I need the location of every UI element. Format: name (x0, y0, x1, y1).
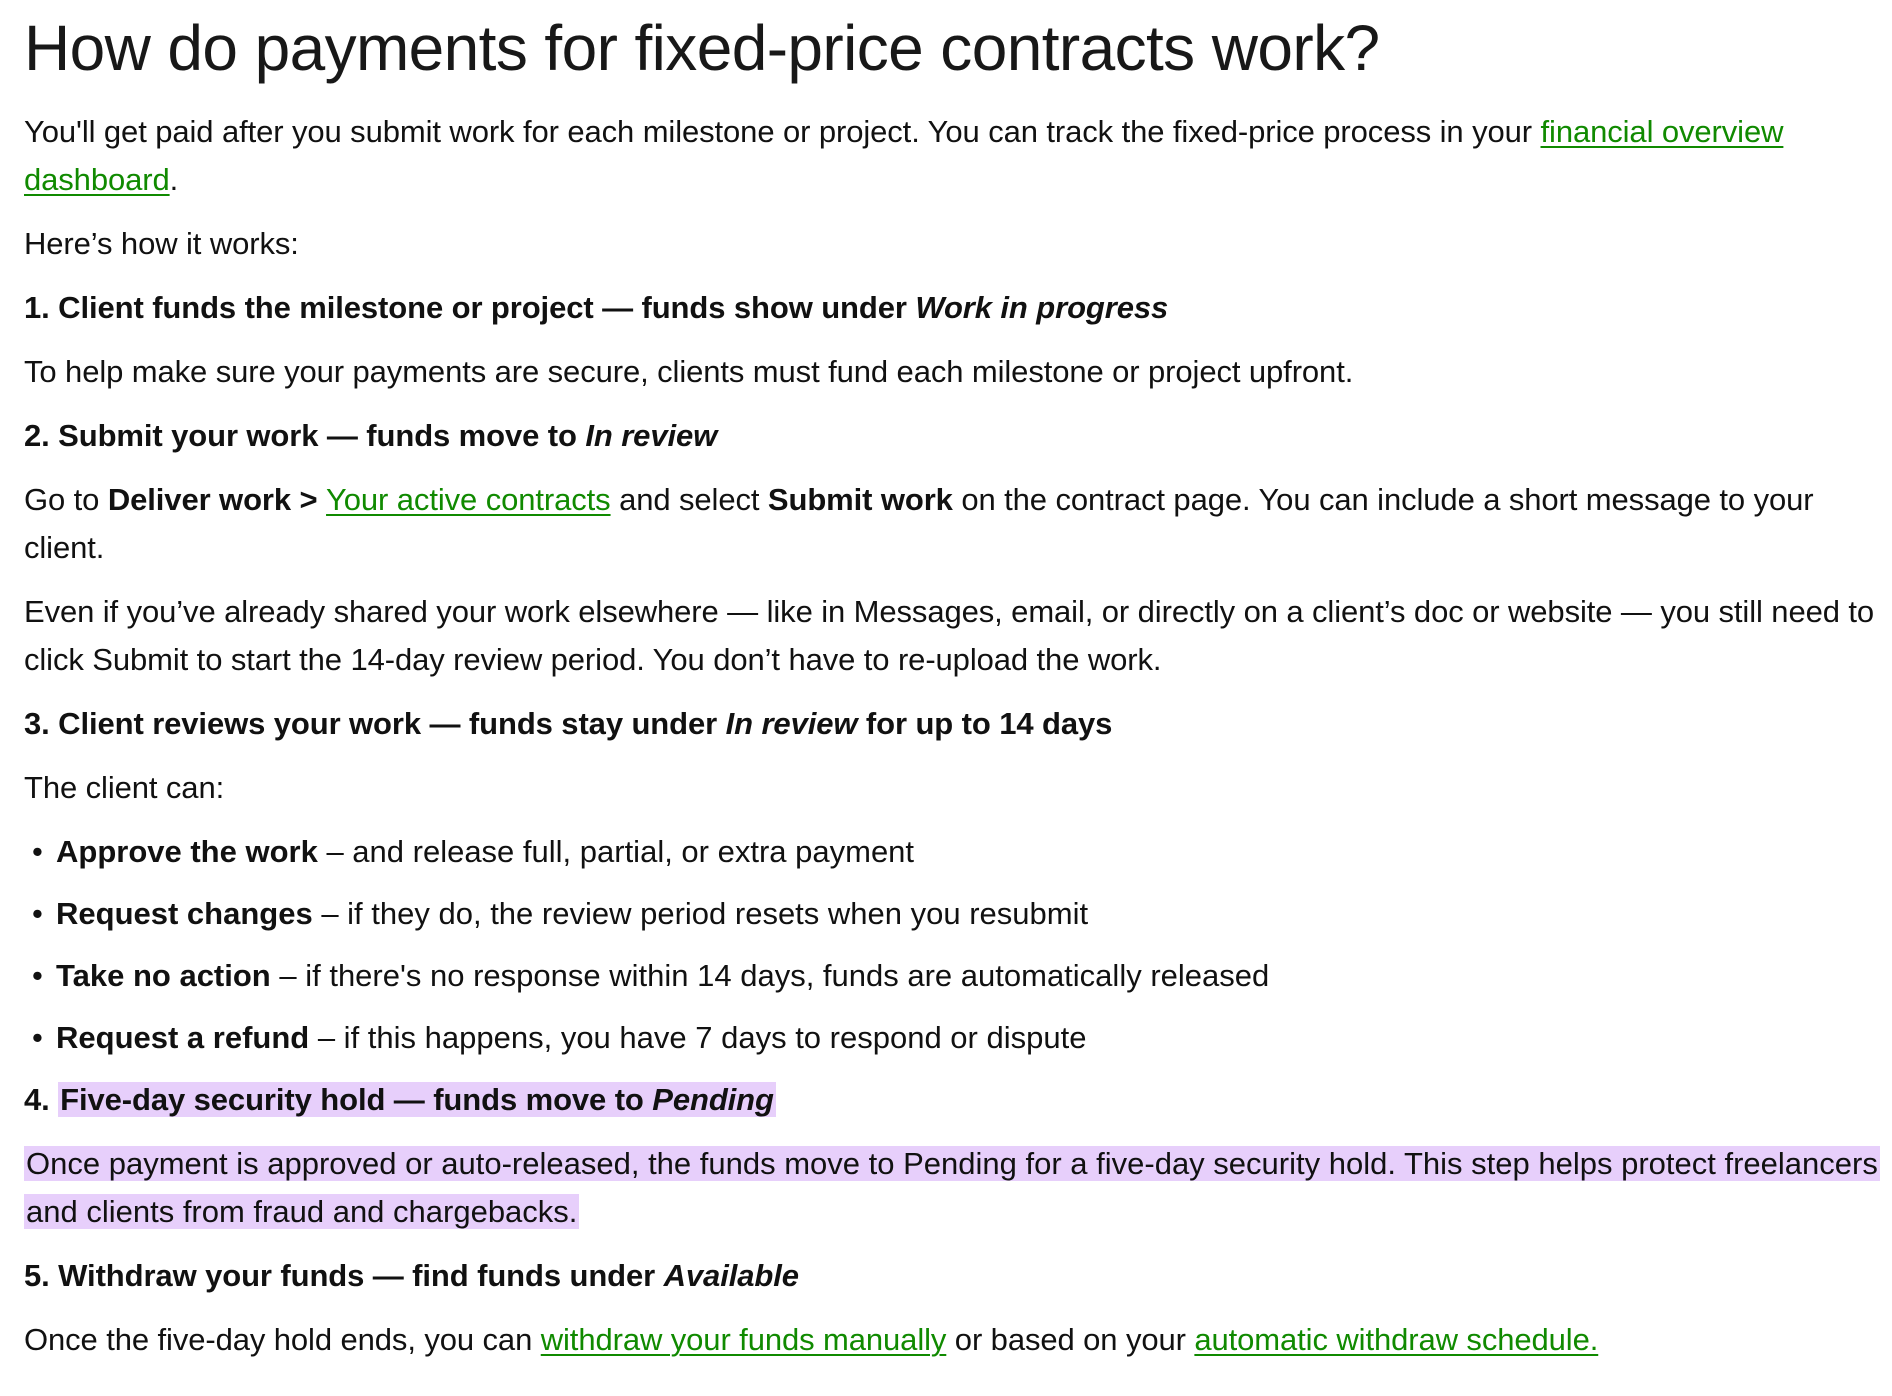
withdraw-manually-link[interactable]: withdraw your funds manually (540, 1322, 947, 1357)
how-it-works-label: Here’s how it works: (24, 226, 299, 261)
automatic-withdraw-schedule-link[interactable]: automatic withdraw schedule. (1194, 1322, 1599, 1357)
step-2-heading (24, 412, 1884, 460)
list-item (24, 952, 1884, 1000)
and-select-text: and select (610, 482, 768, 517)
deliver-work-label: Deliver work > (107, 482, 327, 517)
step-4-heading-text: Five-day security hold — funds move to (60, 1082, 653, 1117)
step-5-body (24, 1316, 1884, 1364)
option-label: Request changes (56, 896, 313, 931)
step-4-number: 4. (24, 1082, 59, 1117)
option-description: – if this happens, you have 7 days to respond or dispute (309, 1020, 1087, 1055)
bullet-icon: • (32, 1020, 43, 1055)
option-description: – and release full, partial, or extra payment (317, 834, 915, 869)
bullet-icon: • (32, 896, 43, 931)
option-description: – if they do, the review period resets when you resubmit (312, 896, 1089, 931)
article (24, 0, 1884, 1380)
step-2-body-1 (24, 476, 1884, 572)
step-3-heading-status: In review (725, 706, 858, 741)
option-label: Take no action (56, 958, 271, 993)
step-2-heading-text: 2. Submit your work — funds move to (24, 418, 586, 453)
intro-text: You'll get paid after you submit work for each milestone or project. You can track the fixed-price process in your (24, 114, 1541, 149)
option-label: Approve the work (56, 834, 318, 869)
step-5-heading-text: 5. Withdraw your funds — find funds under (24, 1258, 664, 1293)
client-can-label: The client can: (24, 770, 225, 805)
step-5-heading (24, 1252, 1884, 1300)
list-item (24, 828, 1884, 876)
step-1-heading-text: 1. Client funds the milestone or project — funds show under (24, 290, 916, 325)
active-contracts-link[interactable]: Your active contracts (326, 482, 611, 517)
step-5-heading-status: Available (663, 1258, 799, 1293)
option-label: Request a refund (56, 1020, 310, 1055)
financial-overview-link[interactable]: financial overview dashboard (24, 114, 1784, 197)
step-1-heading-status: Work in progress (915, 290, 1169, 325)
go-to-text: Go to (24, 482, 108, 517)
step-5-body-middle: or based on your (946, 1322, 1195, 1357)
list-item (24, 1014, 1884, 1062)
step-4-heading-status: Pending (652, 1082, 774, 1117)
intro-paragraph (24, 108, 1884, 204)
page-title: How do payments for fixed-price contracts work? (24, 12, 1380, 84)
option-description: – if there's no response within 14 days, funds are automatically released (270, 958, 1270, 993)
step-1-body: To help make sure your payments are secure, clients must fund each milestone or project upfront. (24, 354, 1354, 389)
step-4-body-highlight: Once payment is approved or auto-released, the funds move to Pending for a five-day security hold. This step helps protect freelancers and clients from fraud and chargebacks. (26, 1146, 1878, 1229)
bullet-icon: • (32, 958, 43, 993)
submit-work-label: Submit work (767, 482, 953, 517)
step-3-heading (24, 700, 1884, 748)
step-4-heading (24, 1076, 1884, 1124)
intro-period: . (169, 162, 179, 197)
step-3-heading-after: for up to 14 days (857, 706, 1113, 741)
step-4-body (24, 1140, 1884, 1236)
step-2-body-2: Even if you’ve already shared your work elsewhere — like in Messages, email, or directly on a client’s doc or website — you still need to click Submit to start the 14-day review period. You don’t have to re-upload the work. (24, 594, 1875, 677)
client-options-list (24, 828, 1884, 1062)
step-3-heading-text: 3. Client reviews your work — funds stay under (24, 706, 726, 741)
step-1-heading (24, 284, 1884, 332)
bullet-icon: • (32, 834, 43, 869)
step-2-heading-status: In review (585, 418, 718, 453)
step-2-body-1-rest: on the contract page. You can include a short message to your client. (24, 482, 1814, 565)
list-item (24, 890, 1884, 938)
step-5-body-start: Once the five-day hold ends, you can (24, 1322, 541, 1357)
step-4-highlight (58, 1082, 776, 1117)
